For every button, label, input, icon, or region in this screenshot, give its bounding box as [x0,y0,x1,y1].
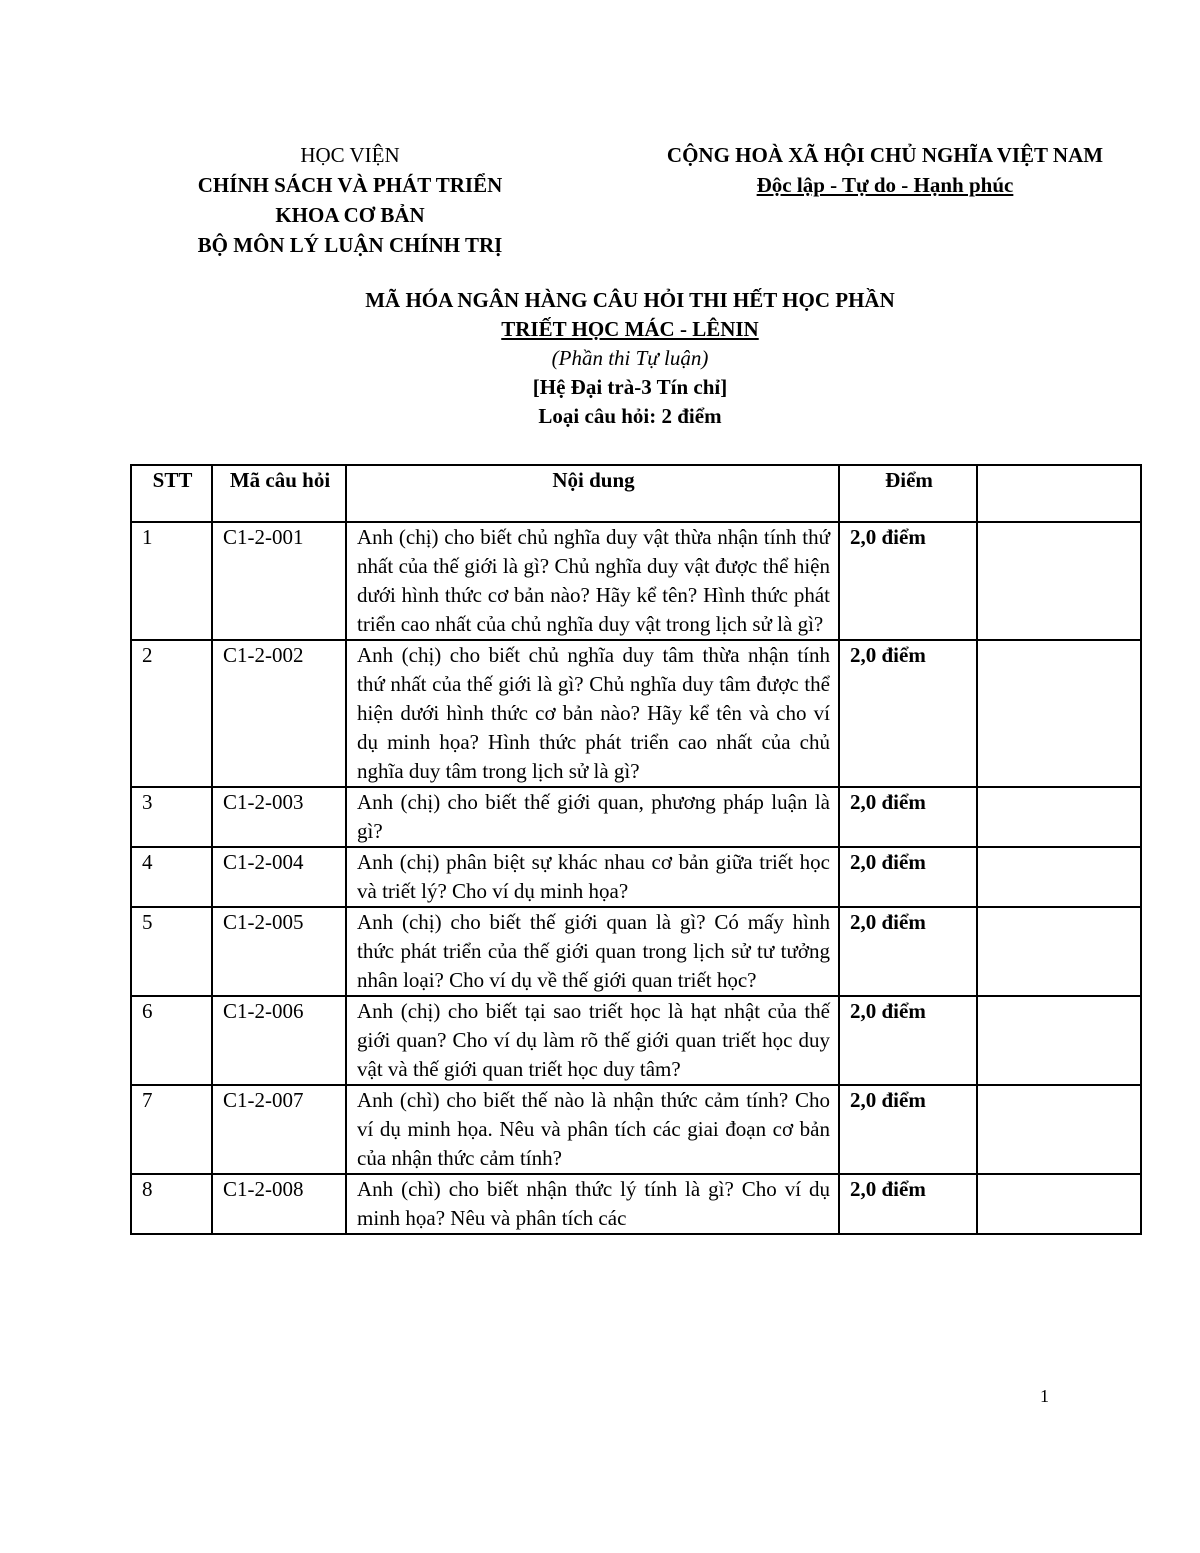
row-content: Anh (chị) cho biết tại sao triết học là hạt nhật của thế giới quan? Cho ví dụ làm rõ thế giới quan triết học duy vật và thế giới quan triết học duy tâm? [346,996,839,1085]
row-code: C1-2-003 [212,787,346,847]
row-content: Anh (chị) cho biết thế giới quan, phương pháp luận là gì? [346,787,839,847]
national-motto: Độc lập - Tự do - Hạnh phúc [756,173,1014,197]
row-score: 2,0 điểm [839,907,977,996]
subject-title: TRIẾT HỌC MÁC - LÊNIN [501,317,759,341]
table-row [131,787,1141,847]
table-header-row [131,465,1141,522]
page-number: 1 [1040,1386,1049,1406]
institution-line-1: HỌC VIỆN [300,143,400,167]
row-content: Anh (chị) cho biết chủ nghĩa duy vật thừa nhận tính thứ nhất của thế giới là gì? Chủ nghĩa duy vật được thể hiện dưới hình thức cơ bản nào? Hãy kể tên? Hình thức phát triển cao nhất của chủ nghĩa duy vật trong lịch sử là gì? [346,522,839,640]
row-score: 2,0 điểm [839,1174,977,1234]
header-score: Điểm [839,465,977,522]
row-content: Anh (chị) cho biết thế giới quan là gì? Có mấy hình thức phát triển của thế giới quan trong lịch sử tư tưởng nhân loại? Cho ví dụ về thế giới quan triết học? [346,907,839,996]
national-header [610,140,1160,200]
row-extra [977,1085,1141,1174]
institution-line-3: KHOA CƠ BẢN [275,203,425,227]
row-content: Anh (chị) phân biệt sự khác nhau cơ bản giữa triết học và triết lý? Cho ví dụ minh họa? [346,847,839,907]
row-code: C1-2-005 [212,907,346,996]
row-stt: 7 [131,1085,212,1174]
header-content: Nội dung [346,465,839,522]
row-stt: 4 [131,847,212,907]
row-extra [977,907,1141,996]
row-code: C1-2-008 [212,1174,346,1234]
table-row [131,522,1141,640]
question-type: Loại câu hỏi: 2 điểm [538,404,722,428]
row-code: C1-2-006 [212,996,346,1085]
row-stt: 3 [131,787,212,847]
row-extra [977,522,1141,640]
table-row [131,907,1141,996]
document-title: MÃ HÓA NGÂN HÀNG CÂU HỎI THI HẾT HỌC PHẦN [365,288,895,312]
row-score: 2,0 điểm [839,522,977,640]
institution-line-2: CHÍNH SÁCH VÀ PHÁT TRIỂN [197,173,503,197]
table-row [131,1174,1141,1234]
row-score: 2,0 điểm [839,1085,977,1174]
exam-type: (Phần thi Tự luận) [551,346,709,370]
row-code: C1-2-001 [212,522,346,640]
header-extra [977,465,1141,522]
row-stt: 5 [131,907,212,996]
table-row [131,847,1141,907]
row-extra [977,787,1141,847]
row-code: C1-2-007 [212,1085,346,1174]
row-content: Anh (chị) cho biết chủ nghĩa duy tâm thừa nhận tính thứ nhất của thế giới là gì? Chủ nghĩa duy tâm được thể hiện dưới hình thức cơ bản nào? Hãy kể tên và cho ví dụ minh họa? Hình thức phát triển cao nhất của chủ nghĩa duy tâm trong lịch sử là gì? [346,640,839,787]
row-content: Anh (chì) cho biết nhận thức lý tính là gì? Cho ví dụ minh họa? Nêu và phân tích các [346,1174,839,1234]
row-score: 2,0 điểm [839,787,977,847]
row-stt: 6 [131,996,212,1085]
row-stt: 2 [131,640,212,787]
row-extra [977,847,1141,907]
institution-header [130,140,570,260]
row-content: Anh (chì) cho biết thế nào là nhận thức cảm tính? Cho ví dụ minh họa. Nêu và phân tích các giai đoạn cơ bản của nhận thức cảm tính? [346,1085,839,1174]
row-score: 2,0 điểm [839,996,977,1085]
table-row [131,996,1141,1085]
header-code: Mã câu hỏi [212,465,346,522]
row-stt: 1 [131,522,212,640]
row-score: 2,0 điểm [839,640,977,787]
row-extra [977,1174,1141,1234]
document-title-block [130,286,1130,431]
national-title: CỘNG HOÀ XÃ HỘI CHỦ NGHĨA VIỆT NAM [666,143,1104,167]
row-code: C1-2-004 [212,847,346,907]
table-row [131,640,1141,787]
institution-line-4: BỘ MÔN LÝ LUẬN CHÍNH TRỊ [197,233,503,257]
row-code: C1-2-002 [212,640,346,787]
row-extra [977,640,1141,787]
row-stt: 8 [131,1174,212,1234]
row-extra [977,996,1141,1085]
table-row [131,1085,1141,1174]
question-table [130,464,1142,1235]
program-type: [Hệ Đại trà-3 Tín chỉ] [532,375,728,399]
header-stt: STT [131,465,212,522]
row-score: 2,0 điểm [839,847,977,907]
